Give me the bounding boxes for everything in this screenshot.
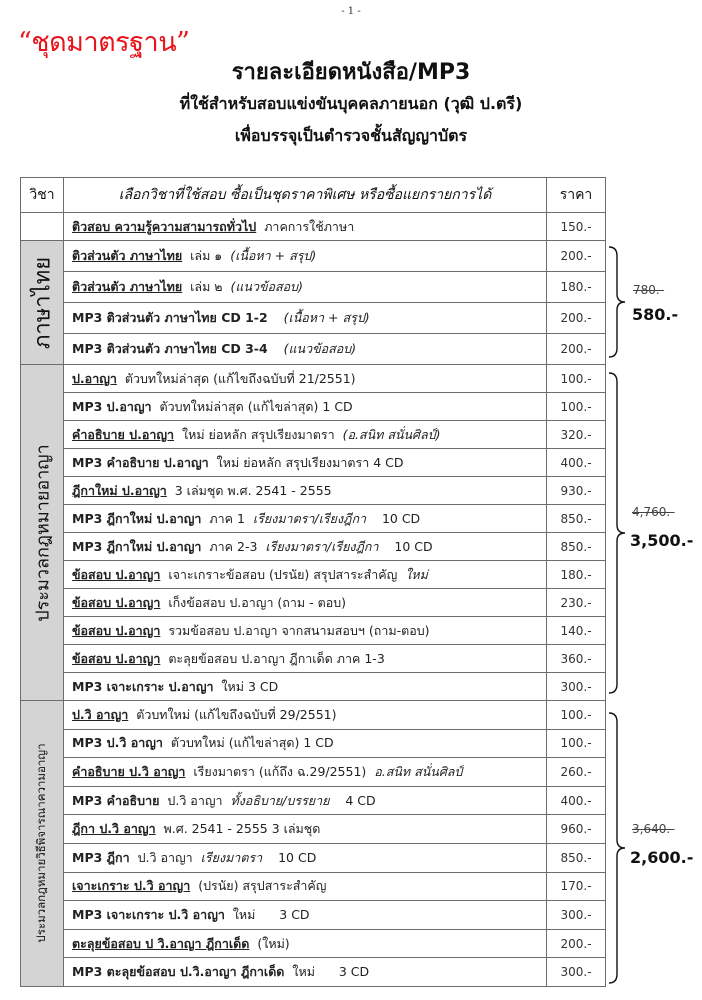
item-note: (เนื้อหา + สรุป): [283, 310, 370, 325]
item-note: อ.สนิท สนั่นศิลป์: [374, 763, 463, 779]
item-note: (อ.สนิท สนั่นศิลป์): [342, 426, 441, 442]
item-description: [64, 815, 547, 844]
item-detail: 3 เล่มชุด พ.ศ. 2541 - 2555: [174, 482, 332, 498]
item-disc-count: 10 CD: [278, 849, 317, 865]
item-price: 170.-: [547, 872, 606, 901]
item-description: [64, 533, 547, 561]
item-title: MP3 ป.วิ อาญา: [72, 735, 163, 751]
item-title: ข้อสอบ ป.อาญา: [72, 566, 161, 582]
item-description: [64, 786, 547, 815]
item-note: เรียงมาตรา: [200, 849, 263, 865]
table-row: [21, 272, 606, 303]
item-title: MP3 คำอธิบาย: [72, 792, 160, 808]
page-title: รายละเอียดหนังสือ/MP3: [231, 60, 471, 85]
item-description: [64, 589, 547, 617]
page-number: - 1 -: [341, 6, 361, 17]
item-description: [64, 617, 547, 645]
bundle-special-price: 3,500.-: [630, 531, 694, 550]
table-row: [21, 901, 606, 930]
page-subtitle-2: เพื่อบรรจุเป็นตำรวจชั้นสัญญาบัตร: [234, 126, 468, 145]
table-row: [21, 365, 606, 393]
bundle-special-price: 2,600.-: [630, 848, 694, 867]
item-detail: ป.วิ อาญา: [137, 849, 193, 865]
item-detail: ใหม่ 3 CD: [221, 678, 279, 694]
subject-cell-empty: [21, 213, 64, 241]
page-subtitle: ที่ใช้สำหรับสอบแข่งขันบุคคลภายนอก (วุฒิ ป.ตรี): [179, 94, 523, 113]
item-title: ติวส่วนตัว ภาษาไทย: [72, 248, 183, 263]
item-description: [64, 303, 547, 334]
item-price: 200.-: [547, 929, 606, 958]
item-description: [64, 505, 547, 533]
item-price: 320.-: [547, 421, 606, 449]
item-description: [64, 561, 547, 589]
item-price: 300.-: [547, 673, 606, 701]
subject-label: ภาษาไทย: [30, 256, 56, 349]
item-description: [64, 213, 547, 241]
item-price: 200.-: [547, 241, 606, 272]
item-detail: (ใหม่): [257, 935, 290, 951]
table-row: [21, 334, 606, 365]
item-price: 200.-: [547, 334, 606, 365]
item-detail: ภาค 2-3: [209, 538, 258, 554]
item-description: [64, 449, 547, 477]
table-row: [21, 533, 606, 561]
subject-cell: [21, 701, 64, 987]
table-row: [21, 843, 606, 872]
item-detail: ภาคการใช้ภาษา: [264, 218, 355, 234]
item-disc-count: 3 CD: [279, 906, 310, 922]
table-row: [21, 241, 606, 272]
item-title: ข้อสอบ ป.อาญา: [72, 650, 161, 666]
item-price: 960.-: [547, 815, 606, 844]
product-table: [20, 177, 606, 987]
item-description: [64, 645, 547, 673]
item-disc-count: 3 CD: [338, 964, 370, 980]
item-price: 150.-: [547, 213, 606, 241]
table-row: [21, 477, 606, 505]
item-note: (เนื้อหา + สรุป): [230, 248, 317, 263]
bundle-original-price: 780.-: [633, 283, 665, 297]
item-price: 100.-: [547, 365, 606, 393]
item-description: [64, 872, 547, 901]
item-title: ป.วิ อาญา: [72, 706, 129, 722]
item-detail: (ปรนัย) สรุปสาระสำคัญ: [198, 878, 327, 894]
table-row: [21, 872, 606, 901]
item-title: ข้อสอบ ป.อาญา: [72, 622, 161, 638]
subject-label: ประมวลกฎหมายอาญา: [32, 443, 54, 622]
item-title: ฎีกา ป.วิ อาญา: [72, 821, 156, 837]
item-title: คำอธิบาย ป.อาญา: [72, 426, 175, 442]
item-detail: ตัวบทใหม่ (แก้ไขถึงฉบับที่ 29/2551): [136, 706, 337, 722]
item-note: (แนวข้อสอบ): [230, 279, 303, 294]
item-title: MP3 คำอธิบาย ป.อาญา: [72, 454, 209, 470]
subject-label: ประมวลกฎหมายวิธีพิจารณาความอาญา: [34, 743, 48, 944]
item-note: ทั้งอธิบาย/บรรยาย: [230, 792, 330, 808]
item-price: 100.-: [547, 729, 606, 758]
column-header-description: เลือกวิชาที่ใช้สอบ ซื้อเป็นชุดราคาพิเศษ หรือซื้อแยกรายการได้: [64, 178, 547, 213]
item-price: 400.-: [547, 786, 606, 815]
item-price: 200.-: [547, 303, 606, 334]
item-price: 260.-: [547, 758, 606, 787]
table-row: [21, 561, 606, 589]
item-title: MP3 เจาะเกราะ ป.อาญา: [72, 678, 214, 694]
item-detail: รวมข้อสอบ ป.อาญา จากสนามสอบฯ (ถาม-ตอบ): [168, 622, 430, 638]
table-row: [21, 815, 606, 844]
item-title: ป.อาญา: [72, 370, 117, 386]
table-row: [21, 421, 606, 449]
column-header-subject: วิชา: [21, 178, 64, 213]
item-detail: เก็งข้อสอบ ป.อาญา (ถาม - ตอบ): [168, 594, 347, 610]
bundle-original-price: 4,760.-: [632, 505, 675, 519]
table-header-row: [21, 178, 606, 213]
curly-brace-icon: [607, 372, 629, 694]
table-row: [21, 645, 606, 673]
item-detail: ตัวบทใหม่ (แก้ไขล่าสุด) 1 CD: [170, 735, 334, 751]
item-title: MP3 ฎีกาใหม่ ป.อาญา: [72, 538, 202, 554]
column-header-price: ราคา: [547, 178, 606, 213]
item-title: MP3 ตะลุยข้อสอบ ป.วิ.อาญา ฎีกาเด็ด: [72, 964, 285, 980]
curly-brace-icon: [607, 246, 629, 358]
item-detail: ป.วิ อาญา: [167, 792, 223, 808]
item-price: 300.-: [547, 901, 606, 930]
item-detail: ใหม่: [232, 906, 256, 922]
item-note: (แนวข้อสอบ): [283, 341, 357, 356]
item-title: MP3 ติวส่วนตัว ภาษาไทย CD 1-2: [72, 310, 268, 325]
item-title: MP3 ติวส่วนตัว ภาษาไทย CD 3-4: [72, 341, 268, 356]
item-description: [64, 729, 547, 758]
item-title: เจาะเกราะ ป.วิ อาญา: [72, 878, 191, 894]
item-disc-count: 10 CD: [381, 510, 421, 526]
item-title: MP3 ฎีกาใหม่ ป.อาญา: [72, 510, 202, 526]
item-description: [64, 272, 547, 303]
item-note: เรียงมาตรา/เรียงฎีกา: [265, 538, 379, 554]
item-description: [64, 477, 547, 505]
item-disc-count: 4 CD: [345, 792, 376, 808]
item-description: [64, 241, 547, 272]
item-disc-count: 10 CD: [394, 538, 433, 554]
item-price: 100.-: [547, 701, 606, 730]
item-title: คำอธิบาย ป.วิ อาญา: [72, 763, 186, 779]
table-row: [21, 303, 606, 334]
table-row: [21, 758, 606, 787]
item-price: 230.-: [547, 589, 606, 617]
item-description: [64, 958, 547, 987]
item-detail: ตะลุยข้อสอบ ป.อาญา ฎีกาเด็ด ภาค 1-3: [168, 650, 385, 666]
table-row: [21, 673, 606, 701]
item-price: 360.-: [547, 645, 606, 673]
item-detail: เล่ม ๒: [190, 279, 223, 294]
item-description: [64, 365, 547, 393]
item-price: 850.-: [547, 533, 606, 561]
table-row: [21, 589, 606, 617]
item-detail: เรียงมาตรา (แก้ถึง ฉ.29/2551): [193, 763, 367, 779]
item-price: 180.-: [547, 561, 606, 589]
item-description: [64, 901, 547, 930]
item-title: MP3 ฎีกา: [72, 849, 130, 865]
item-title: ตะลุยข้อสอบ ป วิ.อาญา ฎีกาเด็ด: [72, 935, 250, 951]
item-price: 300.-: [547, 958, 606, 987]
item-description: [64, 393, 547, 421]
item-title: ติวส่วนตัว ภาษาไทย: [72, 279, 183, 294]
item-title: ติวสอบ ความรู้ความสามารถทั่วไป: [72, 218, 257, 234]
item-note: ใหม่: [405, 566, 428, 582]
item-price: 100.-: [547, 393, 606, 421]
item-price: 850.-: [547, 505, 606, 533]
table-row: [21, 617, 606, 645]
item-detail: ตัวบทใหม่ล่าสุด (แก้ไขล่าสุด) 1 CD: [159, 398, 353, 414]
item-detail: พ.ศ. 2541 - 2555 3 เล่มชุด: [163, 821, 321, 837]
item-title: ข้อสอบ ป.อาญา: [72, 594, 161, 610]
table-row: [21, 213, 606, 241]
table-row: [21, 729, 606, 758]
brand-title: “ชุดมาตรฐาน”: [18, 27, 190, 58]
item-detail: ภาค 1: [209, 510, 245, 526]
item-title: MP3 เจาะเกราะ ป.วิ อาญา: [72, 906, 225, 922]
bundle-original-price: 3,640.-: [632, 822, 675, 836]
item-description: [64, 421, 547, 449]
item-price: 930.-: [547, 477, 606, 505]
item-price: 850.-: [547, 843, 606, 872]
item-description: [64, 673, 547, 701]
table-row: [21, 786, 606, 815]
item-description: [64, 843, 547, 872]
item-title: MP3 ป.อาญา: [72, 398, 152, 414]
item-description: [64, 929, 547, 958]
item-price: 140.-: [547, 617, 606, 645]
subject-cell: [21, 241, 64, 365]
item-detail: ใหม่: [292, 964, 315, 980]
item-detail: ใหม่ ย่อหลัก สรุปเรียงมาตรา 4 CD: [216, 454, 404, 470]
item-detail: เจาะเกราะข้อสอบ (ปรนัย) สรุปสาระสำคัญ: [168, 566, 398, 582]
item-note: เรียงมาตรา/เรียงฎีกา: [252, 510, 367, 526]
bundle-special-price: 580.-: [632, 305, 679, 324]
item-description: [64, 701, 547, 730]
item-detail: ตัวบทใหม่ล่าสุด (แก้ไขถึงฉบับที่ 21/2551): [124, 370, 356, 386]
table-row: [21, 393, 606, 421]
table-row: [21, 958, 606, 987]
item-detail: เล่ม ๑: [190, 248, 223, 263]
item-description: [64, 758, 547, 787]
item-price: 400.-: [547, 449, 606, 477]
item-description: [64, 334, 547, 365]
item-price: 180.-: [547, 272, 606, 303]
table-row: [21, 449, 606, 477]
table-row: [21, 929, 606, 958]
curly-brace-icon: [607, 712, 629, 984]
item-title: ฎีกาใหม่ ป.อาญา: [72, 482, 167, 498]
item-detail: ใหม่ ย่อหลัก สรุปเรียงมาตรา: [181, 426, 335, 442]
subject-cell: [21, 365, 64, 701]
table-row: [21, 701, 606, 730]
table-row: [21, 505, 606, 533]
